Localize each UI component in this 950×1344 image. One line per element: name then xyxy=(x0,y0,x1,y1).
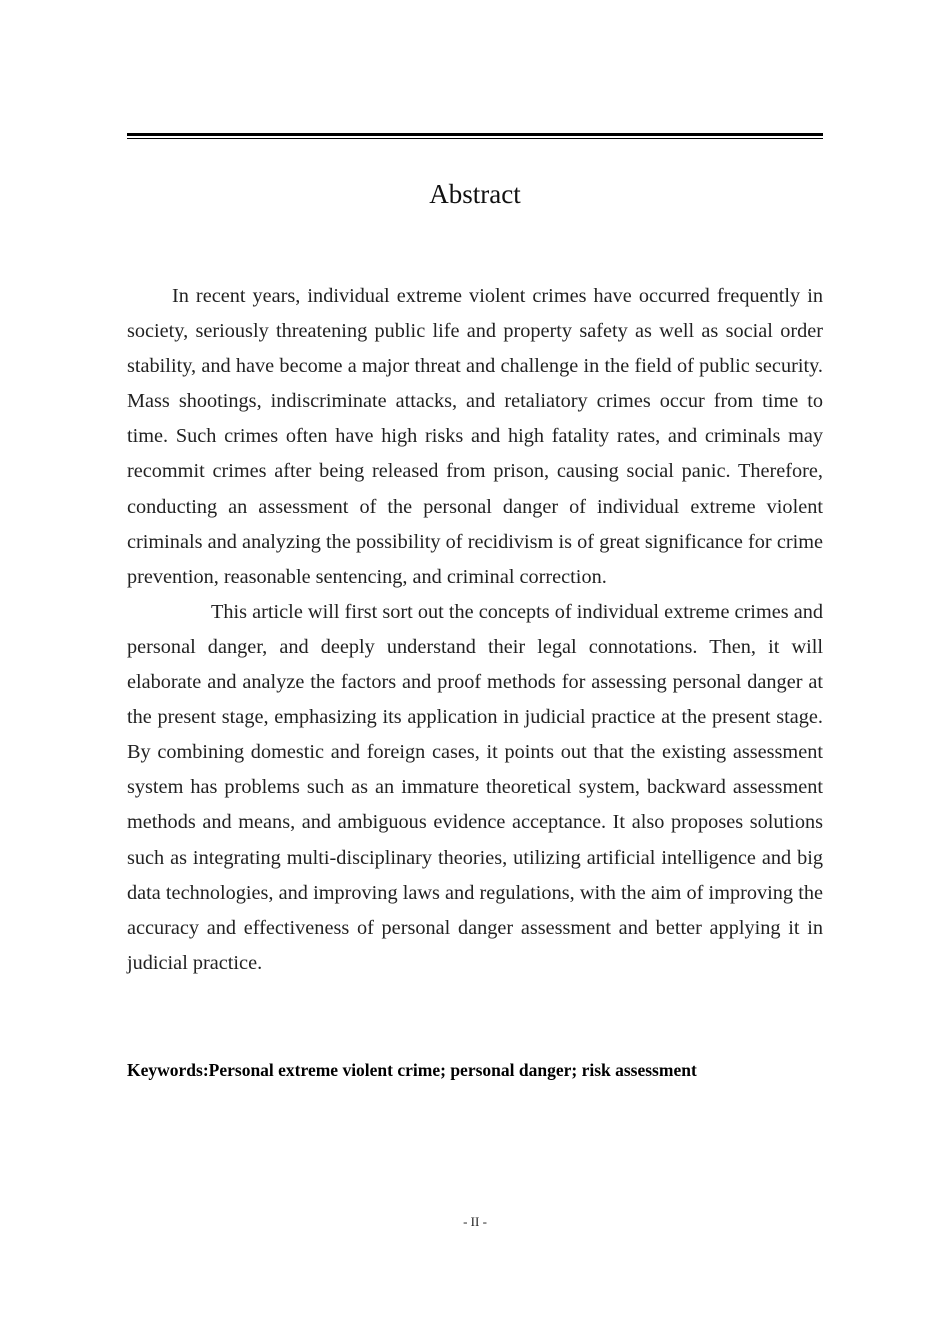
header-rule-thin xyxy=(127,138,823,139)
abstract-paragraph-1: In recent years, individual extreme violent crimes have occurred frequently in society, seriously threatening public life and property safety as well as social order stability, and have become a major threat and challenge in the field of public security. Mass shootings, indiscriminate attacks, and retaliatory crimes occur from time to time. Such crimes often have high risks and high fatality rates, and criminals may recommit crimes after being released from prison, causing social panic. Therefore, conducting an assessment of the personal danger of individual extreme violent criminals and analyzing the possibility of recidivism is of great significance for crime prevention, reasonable sentencing, and criminal correction. xyxy=(127,285,823,588)
keywords-line: Keywords:Personal extreme violent crime; personal danger; risk assessment xyxy=(127,1060,697,1080)
page-number: - II - xyxy=(463,1214,487,1229)
abstract-body xyxy=(127,279,823,981)
header-rule-thick xyxy=(127,133,823,136)
page-title: Abstract xyxy=(429,179,521,209)
abstract-paragraph-2: This article will first sort out the concepts of individual extreme crimes and personal danger, and deeply understand their legal connotations. Then, it will elaborate and analyze the factors and proof methods for assessing personal danger at the present stage, emphasizing its application in judicial practice at the present stage. By combining domestic and foreign cases, it points out that the existing assessment system has problems such as an immature theoretical system, backward assessment methods and means, and ambiguous evidence acceptance. It also proposes solutions such as integrating multi-disciplinary theories, utilizing artificial intelligence and big data technologies, and improving laws and regulations, with the aim of improving the accuracy and effectiveness of personal danger assessment and better applying it in judicial practice. xyxy=(127,600,823,974)
